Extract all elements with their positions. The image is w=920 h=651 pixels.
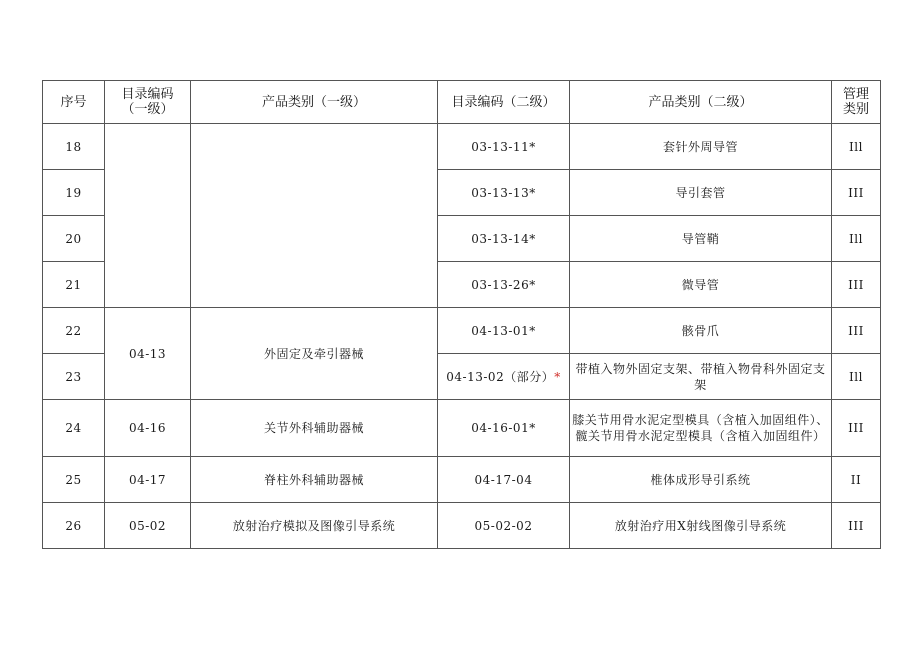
cell-seq: 20: [43, 216, 105, 262]
cell-seq: 18: [43, 124, 105, 170]
cell-category-level1: 放射治疗模拟及图像引导系统: [191, 503, 438, 549]
cell-management-category: III: [832, 400, 881, 457]
red-asterisk-mark: *: [554, 369, 561, 384]
cell-seq: 23: [43, 354, 105, 400]
cell-code-level1: 05-02: [105, 503, 191, 549]
cell-category-level2: 膝关节用骨水泥定型模具（含植入加固组件）、髋关节用骨水泥定型模具（含植入加固组件）: [570, 400, 832, 457]
cell-management-category: III: [832, 308, 881, 354]
table-row: [43, 400, 881, 457]
cell-category-level2: 套针外周导管: [570, 124, 832, 170]
cell-code-level2-text: 04-13-02（部分）: [446, 369, 555, 384]
cell-code-level2: 03-13-13*: [438, 170, 570, 216]
cell-seq: 26: [43, 503, 105, 549]
cell-code-level2: 04-16-01*: [438, 400, 570, 457]
cell-seq: 24: [43, 400, 105, 457]
table-row: [43, 503, 881, 549]
cell-management-category: Ill: [832, 354, 881, 400]
cell-category-level2: 微导管: [570, 262, 832, 308]
cell-category-level2: 导引套管: [570, 170, 832, 216]
cell-category-level1: 外固定及牵引器械: [191, 308, 438, 400]
header-management-category: [832, 81, 881, 124]
cell-code-level2: 05-02-02: [438, 503, 570, 549]
table-body: [43, 124, 881, 549]
cell-code-level1: 04-13: [105, 308, 191, 400]
cell-code-level1: 04-16: [105, 400, 191, 457]
cell-code-level2: 04-13-01*: [438, 308, 570, 354]
cell-management-category: Ill: [832, 124, 881, 170]
cell-code-level1: [105, 124, 191, 308]
header-code-level2: 目录编码（二级）: [438, 81, 570, 124]
cell-category-level1: 脊柱外科辅助器械: [191, 457, 438, 503]
header-seq: 序号: [43, 81, 105, 124]
header-category-level2: 产品类别（二级）: [570, 81, 832, 124]
table-header: [43, 81, 881, 124]
cell-code-level2: 03-13-26*: [438, 262, 570, 308]
header-code-level1: [105, 81, 191, 124]
cell-code-level1: 04-17: [105, 457, 191, 503]
cell-category-level1: [191, 124, 438, 308]
cell-code-level2: 03-13-14*: [438, 216, 570, 262]
cell-category-level2: 导管鞘: [570, 216, 832, 262]
catalog-table: [42, 80, 881, 549]
header-category-level1: 产品类别（一级）: [191, 81, 438, 124]
cell-code-level2: 04-17-04: [438, 457, 570, 503]
cell-management-category: III: [832, 262, 881, 308]
cell-management-category: III: [832, 170, 881, 216]
header-code-level1-text: 目录编码 （一级）: [121, 87, 174, 117]
cell-category-level2: 放射治疗用X射线图像引导系统: [570, 503, 832, 549]
header-management-category-text: 管理 类别: [842, 87, 869, 117]
cell-code-level2: [438, 354, 570, 400]
cell-code-level2: 03-13-11*: [438, 124, 570, 170]
cell-seq: 22: [43, 308, 105, 354]
cell-management-category: II: [832, 457, 881, 503]
table-row: [43, 308, 881, 354]
table-row: [43, 457, 881, 503]
cell-seq: 21: [43, 262, 105, 308]
cell-seq: 19: [43, 170, 105, 216]
cell-management-category: Ill: [832, 216, 881, 262]
cell-category-level1: 关节外科辅助器械: [191, 400, 438, 457]
cell-seq: 25: [43, 457, 105, 503]
cell-category-level2: 带植入物外固定支架、带植入物骨科外固定支架: [570, 354, 832, 400]
table-row: [43, 124, 881, 170]
cell-category-level2: 骸骨爪: [570, 308, 832, 354]
cell-management-category: III: [832, 503, 881, 549]
cell-category-level2: 椎体成形导引系统: [570, 457, 832, 503]
